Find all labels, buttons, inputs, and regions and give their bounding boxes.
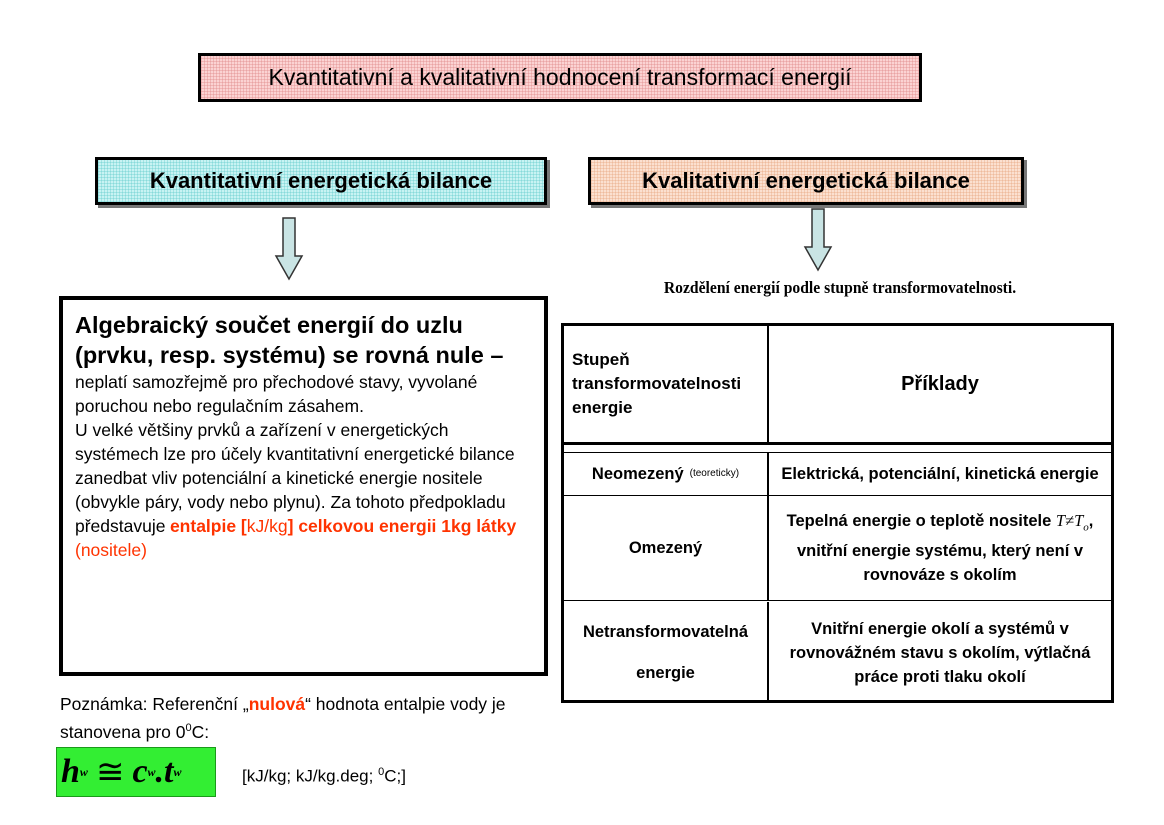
header-degree: Stupeň transformovatelnosti energie xyxy=(564,326,769,442)
reference-note: Poznámka: Referenční „nulová“ hodnota entalpie vody je stanovena pro $0^0C$: xyxy=(60,694,506,742)
zero-highlight: nulová xyxy=(248,694,306,714)
carrier-note: (nositele) xyxy=(75,540,147,560)
definition-exception: neplatí samozřejmě pro přechodové stavy, vyvolané poruchou nebo regulačním zásahem. xyxy=(75,372,478,416)
example-cell: Elektrická, potenciální, kinetická energie xyxy=(781,465,1099,483)
table-header-row xyxy=(564,326,1111,445)
formula-units: [kJ/kg; kJ/kg.deg; $^0$C;] xyxy=(242,766,406,786)
enthalpy-statement: entalpie [kJ/kg] celkovou energii 1kg látky xyxy=(169,516,517,536)
down-arrow-icon xyxy=(274,216,304,282)
definition-bold: Algebraický součet energií do uzlu (prvku, resp. systému) se rovná nule xyxy=(75,312,484,368)
degree-cell: Netransformovatelná energie xyxy=(564,602,769,703)
transformability-table xyxy=(561,323,1114,703)
definition-explanation: U velké většiny prvků a zařízení v energetických systémech lze pro účely kvantitativní energetické bilance zanedbat vliv potenciální a kinetické energie nositele (obvykle páry, vody nebo plynu). Za tohoto předpokladu představuje xyxy=(75,420,515,536)
page-title: Kvantitativní a kvalitativní hodnocení transformací energií xyxy=(198,53,922,102)
degree-cell: Neomezený (teoreticky) xyxy=(564,453,769,495)
header-examples: Příklady xyxy=(901,373,979,395)
example-cell: Vnitřní energie okolí a systémů v rovnovážném stavu s okolím, výtlačná práce proti tlaku okolí xyxy=(789,619,1091,686)
degree-cell: Omezený xyxy=(564,496,769,600)
table-row xyxy=(564,452,1111,496)
qualitative-heading: Kvalitativní energetická bilance xyxy=(588,157,1024,205)
table-subtitle: Rozdělení energií podle stupně transformovatelnosti. xyxy=(663,278,1017,297)
example-cell: Tepelná energie o teplotě nositele $T\ne T_o$, vnitřní energie systému, který není v rovnováze s okolím xyxy=(786,510,1094,585)
quantitative-heading: Kvantitativní energetická bilance xyxy=(95,157,547,205)
table-row xyxy=(564,602,1111,703)
definition-box xyxy=(59,296,548,676)
down-arrow-icon xyxy=(803,207,833,273)
enthalpy-formula: h w ≅ c w .t w xyxy=(56,747,216,797)
dash: – xyxy=(483,342,504,368)
table-row xyxy=(564,496,1111,601)
